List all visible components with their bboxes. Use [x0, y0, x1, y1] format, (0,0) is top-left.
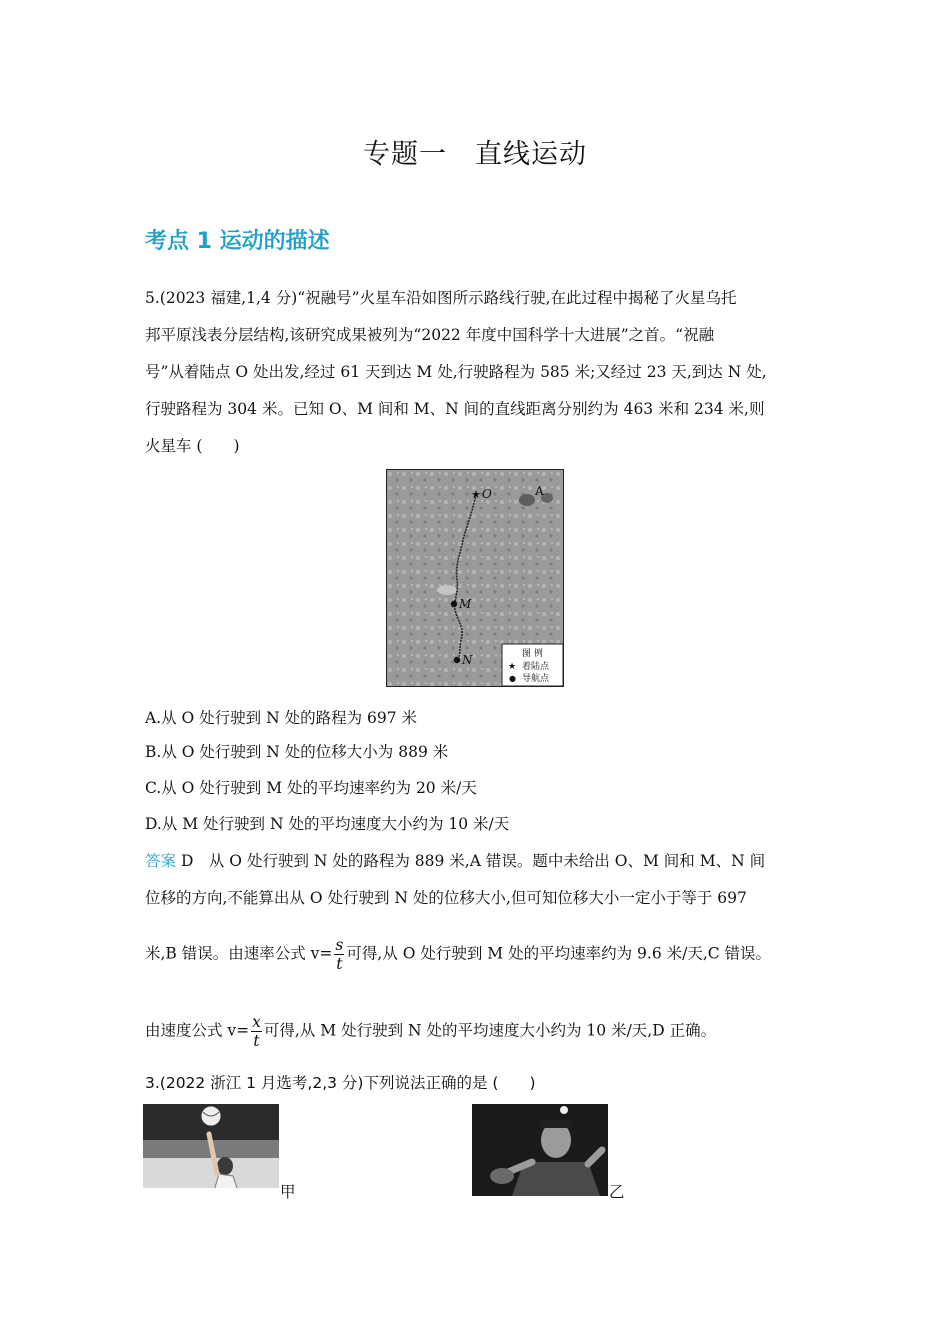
- label-m: M: [459, 597, 472, 611]
- legend-landing-label: 着陆点: [522, 662, 550, 672]
- answer-text: 由速度公式 v=: [145, 1021, 250, 1040]
- table-tennis-image: [472, 1104, 608, 1196]
- route-map-graphic: [387, 470, 563, 686]
- answer-line-2: 位移的方向,不能算出从 O 处行驶到 N 处的位移大小,但可知位移大小一定小于等于 697: [145, 889, 747, 907]
- fraction-x-over-t: [251, 1013, 262, 1050]
- legend-nav-label: 导航点: [522, 674, 550, 684]
- volleyball-photo: [143, 1104, 279, 1196]
- crater: [519, 494, 535, 506]
- fraction-denominator: t: [336, 955, 343, 973]
- volleyball-image: [143, 1104, 279, 1196]
- mars-route-map: [386, 469, 564, 687]
- problem-5-stem: [145, 280, 805, 465]
- stem-line: 邦平原浅表分层结构,该研究成果被列为“2022 年度中国科学十大进展”之首。“祝融: [145, 326, 715, 344]
- fraction-numerator: s: [335, 936, 344, 954]
- fraction-denominator: t: [253, 1032, 260, 1050]
- label-n: N: [462, 653, 473, 667]
- option-d: D.从 M 处行驶到 N 处的平均速度大小约为 10 米/天: [145, 815, 510, 833]
- label-o: O: [482, 487, 492, 501]
- crater: [437, 585, 457, 595]
- page-title: 专题一 直线运动: [363, 139, 587, 170]
- stem-line: 号”从着陆点 O 处出发,经过 61 天到达 M 处,行驶路程为 585 米;又经过 23 天,到达 N 处,: [145, 363, 767, 381]
- caption-yi: 乙: [609, 1183, 625, 1201]
- nav-point-m: [451, 601, 457, 607]
- north-arrow-icon: A: [535, 484, 544, 498]
- section-heading: 考点 1 运动的描述: [145, 229, 330, 254]
- answer-text: D 从 O 处行驶到 N 处的路程为 889 米,A 错误。题中未给出 O、M 间和 M、N 间: [180, 852, 766, 870]
- caption-jia: 甲: [280, 1183, 296, 1201]
- option-b: B.从 O 处行驶到 N 处的位移大小为 889 米: [145, 743, 449, 761]
- legend-star-icon: ★: [508, 662, 517, 672]
- answer-text: 米,B 错误。由速率公式 v=: [145, 944, 333, 963]
- answer-text: 可得,从 O 处行驶到 M 处的平均速率约为 9.6 米/天,C 错误。: [346, 944, 772, 963]
- legend-title: 图 例: [522, 649, 543, 659]
- answer-text: 可得,从 M 处行驶到 N 处的平均速度大小约为 10 米/天,D 正确。: [263, 1021, 717, 1040]
- stem-line: 行驶路程为 304 米。已知 O、M 间和 M、N 间的直线距离分别约为 463 米和 234 米,则: [145, 400, 765, 418]
- legend-dot-icon: ●: [509, 674, 516, 683]
- stem-line: 5.(2023 福建,1,4 分)“祝融号”火星车沿如图所示路线行驶,在此过程中揭秘了火星乌托: [145, 289, 737, 307]
- option-a: A.从 O 处行驶到 N 处的路程为 697 米: [145, 709, 418, 727]
- table-tennis-photo: [472, 1104, 608, 1196]
- answer-line-4: [145, 1013, 716, 1050]
- answer-line-1: [145, 849, 765, 871]
- option-c: C.从 O 处行驶到 M 处的平均速率约为 20 米/天: [145, 779, 477, 797]
- stem-line: 火星车 ( ): [145, 437, 240, 455]
- problem-3-stem: 3.(2022 浙江 1 月选考,2,3 分)下列说法正确的是 ( ): [145, 1074, 536, 1092]
- fraction-s-over-t: [334, 936, 344, 973]
- nav-point-n: [454, 657, 460, 663]
- answer-tag: 答案: [145, 852, 177, 870]
- landing-star-icon: ★: [471, 488, 481, 501]
- answer-line-3: [145, 936, 771, 973]
- fraction-numerator: x: [252, 1013, 261, 1031]
